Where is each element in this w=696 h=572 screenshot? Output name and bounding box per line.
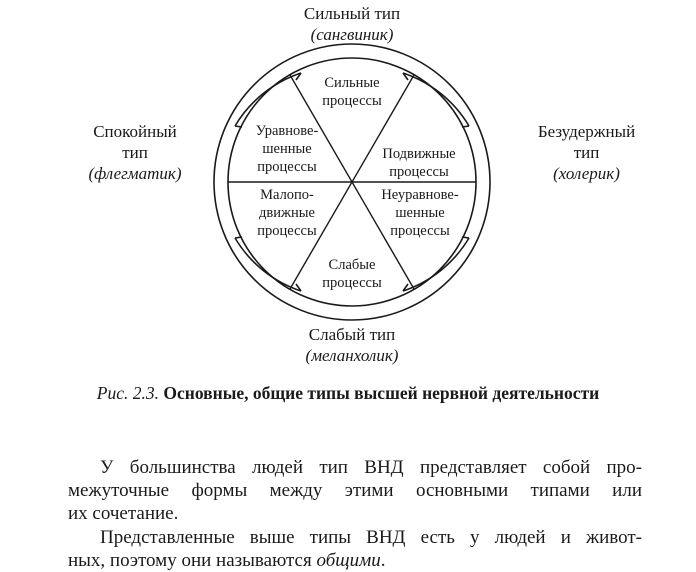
sector-bottom [297, 256, 407, 292]
type-left-line1: Спокойный [93, 122, 177, 141]
paragraph-2-line-2 [68, 549, 642, 572]
type-left-line2: тип [122, 143, 148, 162]
sector-lower-right-line1: Неуравнове- [381, 187, 459, 203]
sector-top [297, 74, 407, 110]
paragraph-2-line-1: Представленные выше типы ВНД есть у людей и живот- [100, 527, 642, 548]
paragraph-2 [68, 526, 642, 572]
sector-upper-left-line3: процессы [257, 159, 317, 175]
sector-upper-right-line1: Подвижные [382, 146, 456, 162]
sector-bottom-line1: Слабые [328, 257, 376, 273]
type-label-left [60, 121, 210, 184]
sector-upper-left [232, 122, 342, 176]
type-bottom-name: Слабый тип [308, 325, 396, 344]
paragraph-1-line-1: У большинства людей тип ВНД представляет собой про- [100, 457, 642, 478]
type-left-temperament: (флегматик) [88, 164, 182, 183]
sector-lower-right-line3: процессы [390, 223, 450, 239]
sector-lower-left-line3: процессы [257, 223, 317, 239]
sector-upper-left-line1: Уравнове- [255, 123, 319, 139]
type-top-temperament: (сангвиник) [310, 25, 394, 44]
sector-lower-right [360, 186, 480, 240]
sector-lower-left-line1: Малопо- [260, 187, 314, 203]
paragraph-2-line-2-prefix: ных, поэтому они называются [68, 550, 317, 571]
sector-bottom-line2: процессы [322, 275, 382, 291]
sector-top-line1: Сильные [324, 75, 380, 91]
caption-title: Основные, общие типы высшей нервной деятельности [163, 383, 600, 403]
sector-upper-right-line2: процессы [389, 164, 449, 180]
type-top-name: Сильный тип [303, 4, 401, 23]
paragraph-1-line-3: их сочетание. [68, 503, 179, 524]
caption-number: Рис. 2.3. [96, 383, 160, 403]
type-bottom-temperament: (меланхолик) [305, 346, 399, 365]
sector-top-line2: процессы [322, 93, 382, 109]
type-right-line1: Безудержный [537, 122, 636, 141]
type-right-line2: тип [573, 143, 600, 162]
paragraph-1 [68, 456, 642, 525]
type-label-right [504, 121, 669, 184]
paragraph-2-line-2-suffix: . [380, 550, 386, 571]
type-label-top [262, 3, 442, 45]
bracket-upper-right-end-b [462, 126, 469, 127]
sector-upper-right [364, 145, 474, 181]
paragraph-1-line-2: межуточные формы между этими основными типами или [68, 480, 642, 501]
type-label-bottom [262, 324, 442, 366]
sector-lower-right-line2: шенные [395, 205, 445, 221]
sector-lower-left [232, 186, 342, 240]
type-right-temperament: (холерик) [553, 164, 620, 183]
sector-lower-left-line2: движные [259, 205, 315, 221]
figure-caption [90, 382, 606, 404]
emphasis-word: общими [316, 550, 381, 571]
sector-upper-left-line2: шенные [262, 141, 312, 157]
